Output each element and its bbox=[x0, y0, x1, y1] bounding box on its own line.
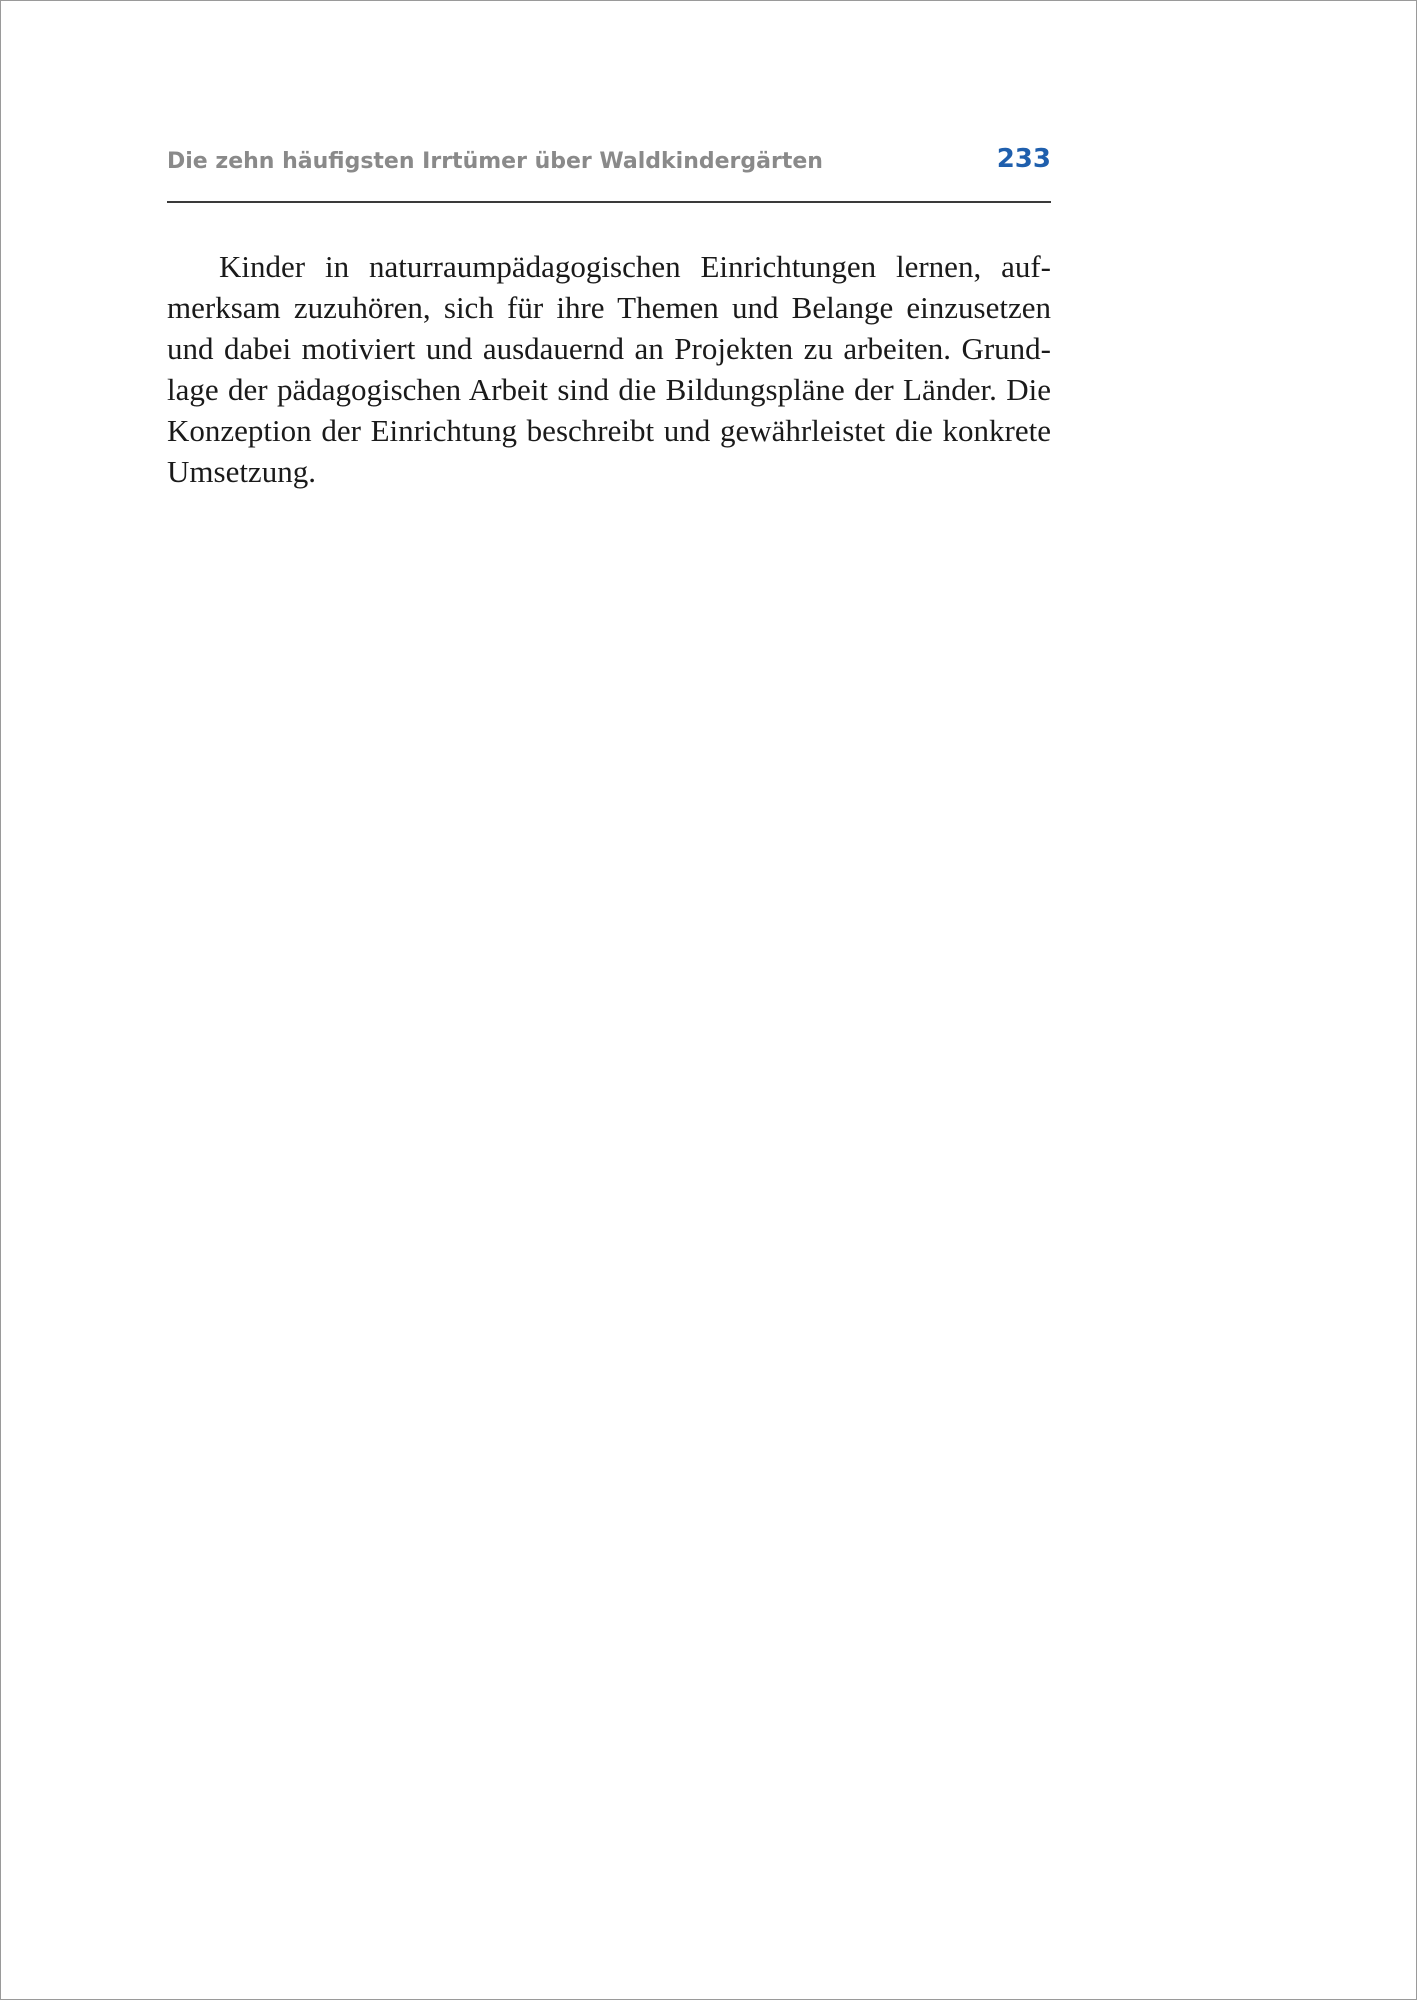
running-title: Die zehn häufigsten Irrtümer über Waldkindergärten bbox=[167, 149, 823, 174]
paragraph-line: Konzeption der Einrichtung beschreibt und gewährleistet die konkrete bbox=[167, 413, 1051, 448]
running-head bbox=[167, 141, 1051, 203]
body-paragraph bbox=[167, 246, 1051, 492]
paragraph-line: und dabei motiviert und ausdauernd an Projekten zu arbeiten. Grund- bbox=[167, 331, 1051, 366]
paragraph-line: Umsetzung. bbox=[167, 454, 316, 489]
page-number: 233 bbox=[996, 144, 1051, 174]
paragraph-line: lage der pädagogischen Arbeit sind die Bildungspläne der Länder. Die bbox=[167, 372, 1051, 407]
paragraph-line: merksam zuzuhören, sich für ihre Themen und Belange einzusetzen bbox=[167, 290, 1051, 325]
paragraph-line: Kinder in naturraumpädagogischen Einrichtungen lernen, auf- bbox=[219, 249, 1051, 284]
